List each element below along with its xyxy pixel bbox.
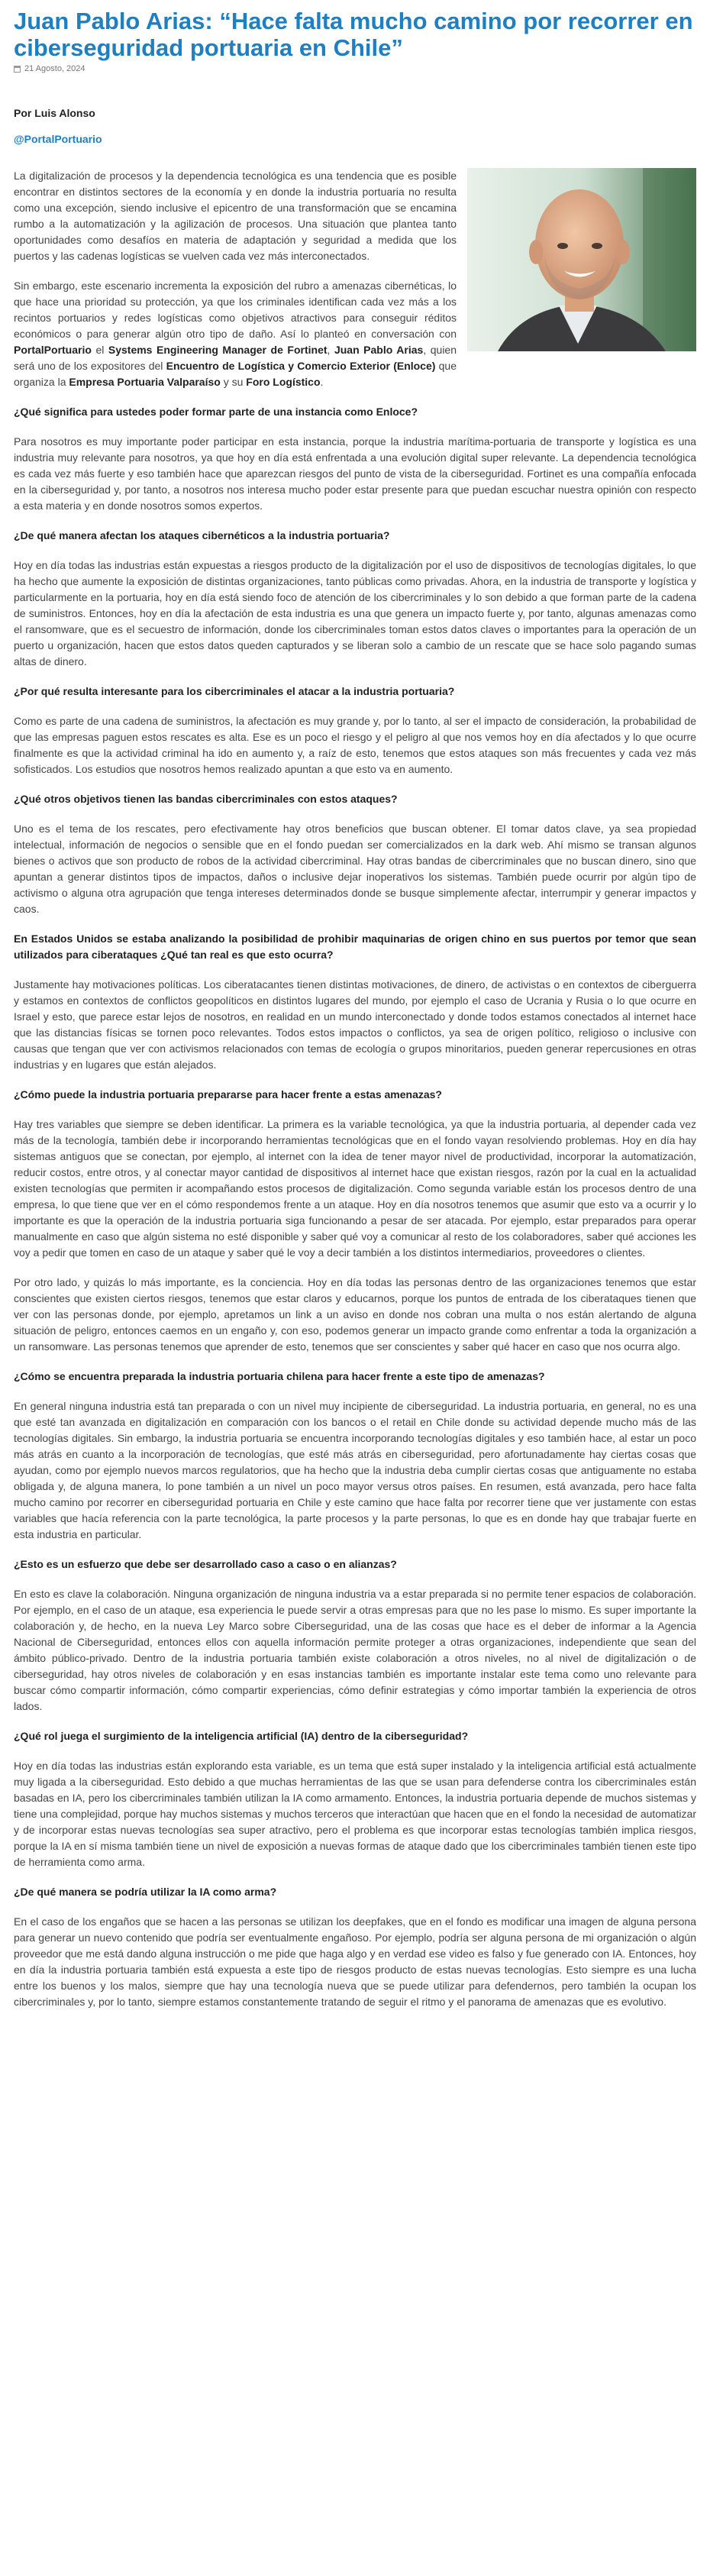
- answer-paragraph: En el caso de los engaños que se hacen a las personas se utilizan los deepfakes, que en el fondo es modificar una imagen de alguna persona para generar un nuevo contenido que podría ser eventualmente engañoso. Por ejemplo, podría ser alguna persona de mi organización o algún proveedor que me está dando alguna instrucción o me pide que haga algo y en verdad ese video es falso y fue generado con IA. Entonces, hoy en día la industria portuaria también está expuesta a este tipo de riesgos producto de estas nuevas tecnologías. Esto siempre es una lucha entre los buenos y los malos, siempre que hay una tecnología nueva que se puede utilizar para defendernos, pero también la ocupan los cibercriminales y, por lo tanto, siempre estamos constantemente tratando de seguir el ritmo y el panorama de amenazas que es evolutivo.: [14, 1915, 696, 2008]
- answer-paragraph: En esto es clave la colaboración. Ninguna organización de ninguna industria va a estar preparada si no permite tener espacios de colaboración. Por ejemplo, en el caso de un ataque, esa experiencia le puede servir a otras empresas para que no les pase lo mismo. Es super importante la colaboración y, de hecho, en la nueva Ley Marco sobre Ciberseguridad, una de las cosas que hace es el deber de informar a la Agencia Nacional de Ciberseguridad, entonces ellos con aquella información permite proteger a otras organizaciones, independiente que sean del ámbito público-privado. Dentro de la industria portuaria también existe colaboración a otros niveles, no al nivel de digitalización o de ciberseguridad, hay otros niveles de colaboración y en esas instancias también es importante instalar este tema como uno relevante para buscar cómo compartir información, cómo compartir experiencias, cómo definir estrategias y cómo importar también la experiencia de otros lados.: [14, 1588, 696, 1712]
- question-heading: ¿Esto es un esfuerzo que debe ser desarrollado caso a caso o en alianzas?: [14, 1558, 397, 1570]
- answer-paragraph: Uno es el tema de los rescates, pero efectivamente hay otros beneficios que buscan obtener. El tomar datos clave, ya sea propiedad intelectual, información de negocios o sensible que en el fondo puedan ser comercializados en la dark web. Ahí mismo se transan algunos bienes o activos que son producto de robos de la actividad cibercriminal. Hay otras bandas de cibercriminales que no buscan dinero, sino que apuntan a generar distintos tipos de impactos, daños o inclusive dejar inoperativos los sistemas. También puede ocurrir por algún tipo de activismo o alguna otra agrupación que tenga intereses determinados donde se busque simplemente afectar, interrumpir y generar impactos y caos.: [14, 823, 696, 915]
- twitter-handle-link[interactable]: @PortalPortuario: [14, 133, 102, 145]
- answer-paragraph: Por otro lado, y quizás lo más importante, es la conciencia. Hoy en día todas las personas dentro de las organizaciones tenemos que estar conscientes que existen ciertos riesgos, tenemos que estar claros y educarnos, porque los puntos de entrada de los ciberataques tienen que ver con las personas donde, por ejemplo, apretamos un link a un aviso en donde nos cobran una multa o nos están alertando de alguna situación de peligro, entonces caemos en un engaño y, con eso, podemos generar un impacto grande como enfrentar a toda la organización a un ransomware. Las personas tenemos que aprender de esto, tenemos que ser conscientes y saber qué hacer en caso que nos ocurra algo.: [14, 1276, 696, 1353]
- question-heading: ¿Qué rol juega el surgimiento de la inteligencia artificial (IA) dentro de la ciberseguridad?: [14, 1730, 469, 1742]
- intro-paragraph: La digitalización de procesos y la dependencia tecnológica es una tendencia que es posible encontrar en distintos sectores de la economía y en donde la industria portuaria no resulta como una excepción, siendo inclusive el epicentro de una transformación que se encamina rumbo a la automatización y la agilización de procesos. Una situación que plantea tanto oportunidades como desafíos en materia de adaptación y seguridad a medida que los puertos y las cadenas logísticas se vuelven cada vez más interconectados.: [14, 170, 457, 262]
- question-heading: ¿Por qué resulta interesante para los cibercriminales el atacar a la industria portuaria?: [14, 685, 455, 697]
- question-heading: ¿De qué manera se podría utilizar la IA como arma?: [14, 1886, 277, 1898]
- answer-paragraph: Para nosotros es muy importante poder participar en esta instancia, porque la industria marítima-portuaria de transporte y logística es una industria muy relevante para nosotros, ya que hoy en día está enfrentada a una evolución digital super relevante. La dependencia tecnológica es cada vez más fuerte y eso también hace que aparezcan riesgos del punto de vista de la ciberseguridad. Fortinet es una compañía enfocada en la ciberseguridad y, por tanto, a nosotros nos interesa mucho poder estar presente para que puedan escuchar nuestra opinión con respecto a esta materia y en donde nosotros somos expertos.: [14, 435, 696, 512]
- article-title: Juan Pablo Arias: “Hace falta mucho camino por recorrer en ciberseguridad portuaria en Chile”: [14, 8, 693, 61]
- author-byline: Por Luis Alonso: [14, 107, 95, 119]
- answer-paragraph: Justamente hay motivaciones políticas. Los ciberatacantes tienen distintas motivaciones, de dinero, de activistas o en contextos de ciberguerra y estamos en contextos de conflictos geopolíticos en distintos lugares del mundo, por ejemplo el caso de Ucrania y Rusia o lo que ocurre en Israel y esto, que parece estar lejos de nosotros, en realidad en un mundo interconectado y donde todos estamos conectados al internet hace que las distancias físicas se tornen poco relevantes. Todos estos impactos o conflictos, ya sea de origen político, religioso o inclusive con causas que tengan que ver con activismos relacionados con temas de ecología o grupos minoritarios, pueden generar repercusiones en otras industrias y en lugares que están alejados.: [14, 978, 696, 1071]
- article-date: [14, 64, 696, 73]
- answer-paragraph: Hoy en día todas las industrias están explorando esta variable, es un tema que está super instalado y la inteligencia artificial está actualmente muy ligada a la ciberseguridad. Esto debido a que muchas herramientas de las que se usan para defenderse contra los cibercriminales están basadas en IA, pero los cibercriminales también utilizan la IA como armamento. Entonces, la industria portuaria depende de muchos sistemas y tiene una complejidad, porque hay muchos sistemas y muchos terceros que interactúan que hacen que en el fondo la necesidad de automatizar y de incorporar estas nuevas tecnologías sea super atractivo, pero el problema es que incorporar estas tecnologías también implica riesgos, porque la IA en sí misma también tiene un nivel de exposición a nuevas formas de ataque dado que los cibercriminales también tienen este tipo de herramienta como arma.: [14, 1760, 696, 1868]
- question-heading: ¿Qué significa para ustedes poder formar parte de una instancia como Enloce?: [14, 406, 418, 418]
- answer-paragraph: Como es parte de una cadena de suministros, la afectación es muy grande y, por lo tanto, al ser el impacto de consideración, la probabilidad de que las empresas paguen estos rescates es alta. Ese es un poco el riesgo y el peligro al que nos vemos hoy en día afectados y lo que ocurre finalmente es que la actividad criminal ha ido en aumento y, a raíz de esto, tenemos que estos ataques son más frecuentes y cada vez más sofisticados. Los estudios que nosotros hemos realizado apuntan a que esto va en aumento.: [14, 715, 696, 775]
- answer-paragraph: Hoy en día todas las industrias están expuestas a riesgos producto de la digitalización por el uso de dispositivos de tecnologías digitales, lo que ha hecho que aumente la exposición de distintas organizaciones, tanto públicas como privadas. Ahora, en la industria de transporte y logística y particularmente en la portuaria, hoy en día está siendo foco de atención de los cibercriminales y lo son debido a que forman parte de la cadena de suministros. Entonces, hoy en día la afectación de esta industria es una que genera un impacto fuerte y, por tanto, algunas amenazas como el ransomware, que es el secuestro de información, donde los cibercriminales toman estos datos claves o importantes para la operación de un puerto u organización, hacen que estos datos queden capturados y se liberan solo a cambio de un rescate que se hace solo pagando sumas altas de dinero.: [14, 559, 696, 667]
- context-paragraph: Sin embargo, este escenario incrementa la exposición del rubro a amenazas cibernéticas, lo que hace una prioridad su protección, ya que los criminales identifican cada vez más a los recintos portuarios y redes logísticas como objetivos atractivos para conseguir réditos económicos o para generar algún otro tipo de daño. Así lo planteó en conversación con PortalPortuario el Systems Engineering Manager de Fortinet, Juan Pablo Arias, quien será uno de los expositores del Encuentro de Logística y Comercio Exterior (Enloce) que organiza la Empresa Portuaria Valparaíso y su Foro Logístico.: [14, 280, 457, 388]
- calendar-icon: [14, 66, 21, 73]
- question-heading: ¿Cómo puede la industria portuaria prepararse para hacer frente a estas amenazas?: [14, 1088, 442, 1101]
- question-heading: ¿Qué otros objetivos tienen las bandas cibercriminales con estos ataques?: [14, 793, 398, 805]
- question-heading: ¿De qué manera afectan los ataques cibernéticos a la industria portuaria?: [14, 529, 390, 541]
- answer-paragraph: En general ninguna industria está tan preparada o con un nivel muy incipiente de ciberseguridad. La industria portuaria, en general, no es una que esté tan avanzada en digitalización en comparación con los bancos o el retail en Chile donde su actividad depende mucho más de las tecnologías digitales. Sin embargo, la industria portuaria se encuentra incorporando tecnologías digitales y eso también hace, al estar un poco más atrás en cuanto a la incorporación de tecnologías, que esté más atrás en ciberseguridad, pero afortunadamente hay ciertas cosas que ayudan, como por ejemplo nuevos marcos regulatorios, que ha hecho que la industria deba cumplir ciertas cosas que antiguamente no estaba obligada y, de alguna manera, lo pone también a un nivel un poco mayor versus otros países. En resumen, está avanzada, pero hace falta mucho camino por recorrer en ciberseguridad portuaria en Chile y este camino que hace falta por recorrer tiene que ver justamente con estas variables que hacía referencia con la parte tecnológica, la parte procesos y la parte personas, lo que es en donde hay que trabajar fuerte en esta industria en particular.: [14, 1400, 696, 1540]
- portrait-photo: [467, 168, 696, 351]
- question-heading: En Estados Unidos se estaba analizando la posibilidad de prohibir maquinarias de origen chino en sus puertos por temor que sean utilizados para ciberataques ¿Qué tan real es que esto ocurra?: [14, 932, 696, 961]
- question-heading: ¿Cómo se encuentra preparada la industria portuaria chilena para hacer frente a este tipo de amenazas?: [14, 1370, 545, 1382]
- answer-paragraph: Hay tres variables que siempre se deben identificar. La primera es la variable tecnológica, ya que la industria portuaria, al depender cada vez más de la tecnología, también debe ir incorporando herramientas tecnológicas que en el fondo vayan resolviendo problemas. Hoy en día hay sistemas antiguos que se conectan, por ejemplo, al internet con la idea de tener mayor nivel de productividad, incorporar la automatización, reducir costos, entre otros, y al conectar mayor cantidad de dispositivos al internet hace que existan riesgos, razón por la cual en la actualidad existen tecnologías que permiten ir acompañando estos procesos de digitalización. Como segunda variable están los procesos dentro de una empresa, lo que tiene que ver en el cómo respondemos frente a un ataque. Hoy en día nosotros tenemos que asumir que esto va a ocurrir y lo importante es que la operación de la industria portuaria siga funcionando a pesar de ser atacada. Por ejemplo, estar preparados para operar manualmente en caso que algún sistema no esté disponible y saber qué voy a comunicar al resto de los colaboradores, saber qué acciones les voy a pedir que tomen en caso de un ataque y saber qué le voy a decir también a los distintos intermediarios, proveedores o clientes.: [14, 1118, 696, 1259]
- article: [0, 8, 710, 2010]
- date-text: 21 Agosto, 2024: [24, 64, 86, 73]
